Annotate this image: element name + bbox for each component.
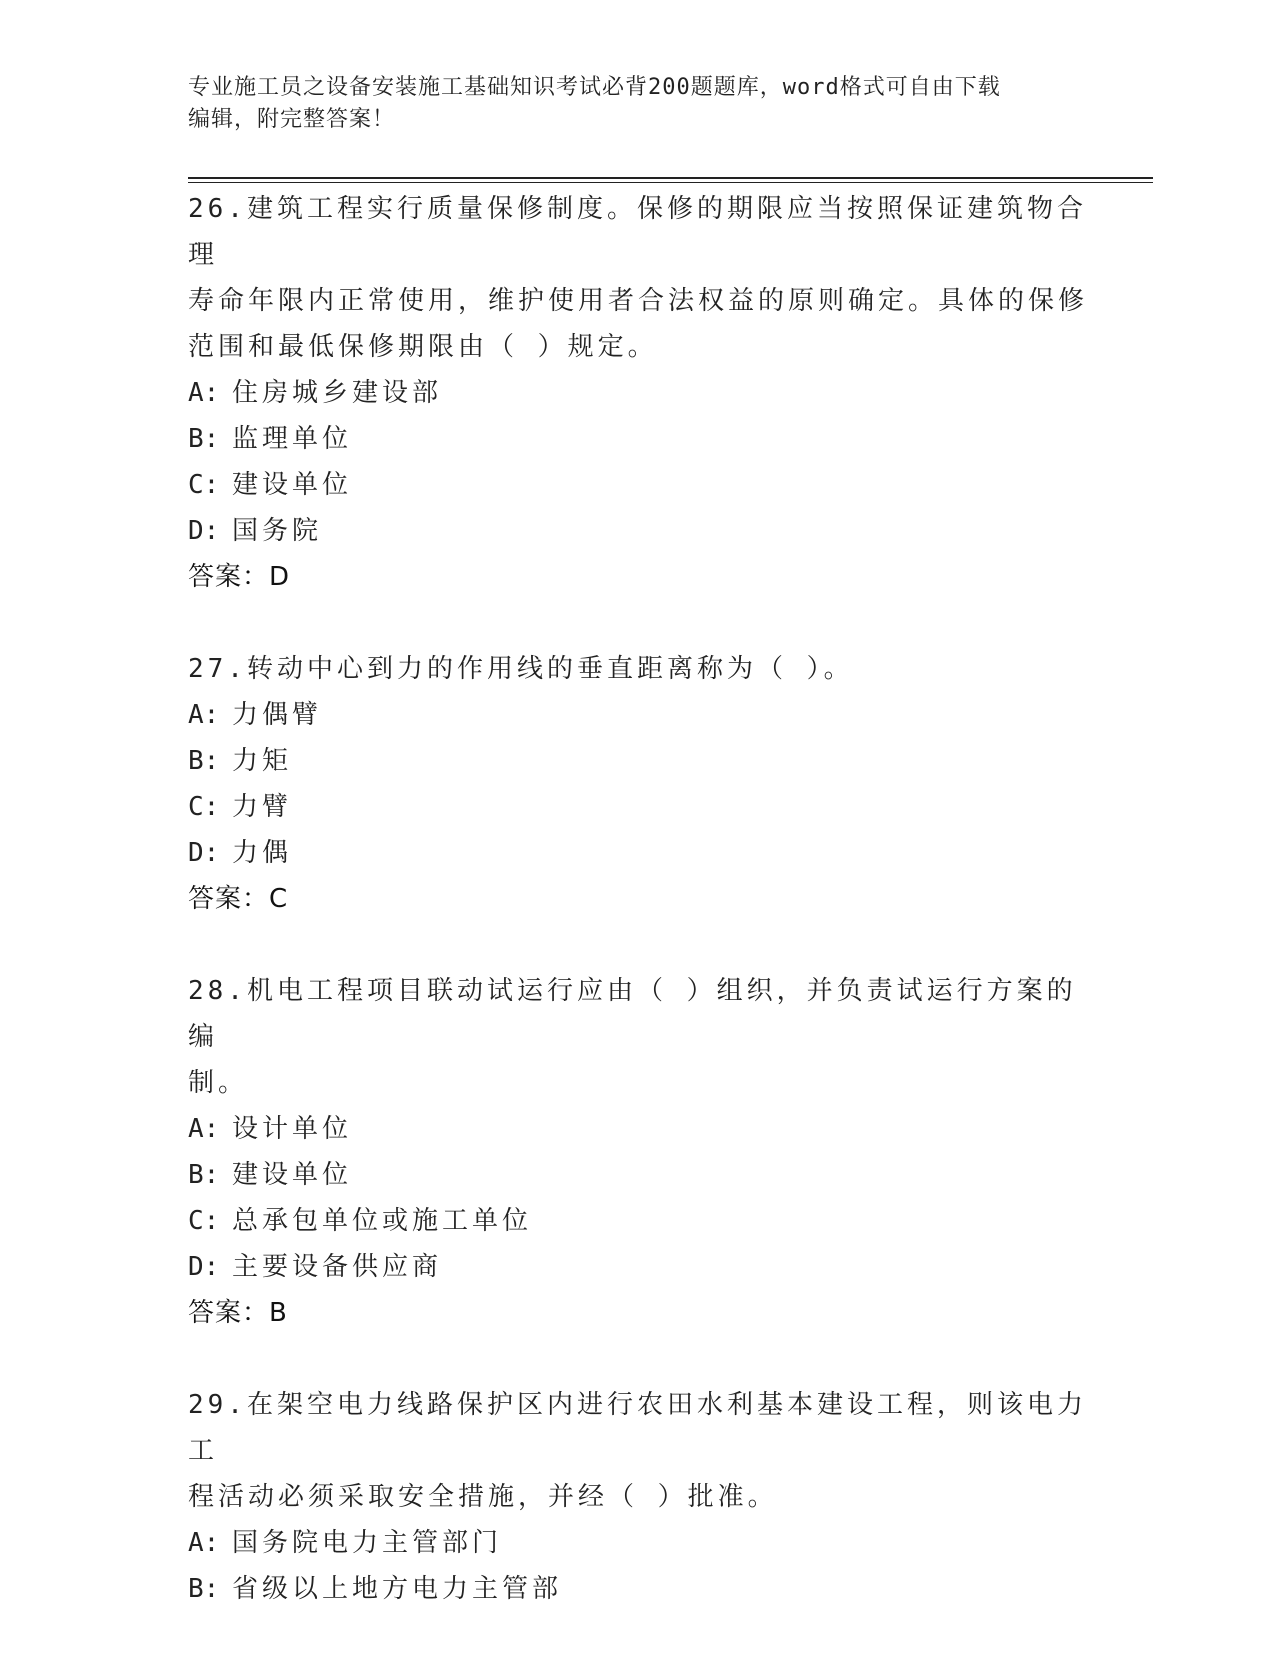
option-text: 力臂: [232, 792, 293, 822]
option-text: 国务院: [232, 516, 323, 546]
option-text: 总承包单位或施工单位: [232, 1206, 533, 1236]
option-text: 监理单位: [232, 424, 353, 454]
option-text: 力偶: [232, 838, 293, 868]
question-29: [188, 1382, 1088, 1612]
stem-line: 28.机电工程项目联动试运行应由（ ）组织，并负责试运行方案的编: [188, 976, 1077, 1052]
header-divider-thin: [188, 182, 1153, 183]
stem-line: 程活动必须采取安全措施，并经（ ）批准。: [188, 1482, 778, 1512]
question-stem: [188, 646, 1088, 692]
option-key: D:: [188, 516, 220, 546]
option-d: [188, 830, 1088, 876]
option-text: 力矩: [232, 746, 293, 776]
stem-line: 范围和最低保修期限由（ ）规定。: [188, 332, 658, 362]
option-key: B:: [188, 1160, 220, 1190]
stem-line: 29.在架空电力线路保护区内进行农田水利基本建设工程，则该电力工: [188, 1390, 1087, 1466]
option-text: 设计单位: [232, 1114, 353, 1144]
question-stem: [188, 1382, 1088, 1520]
option-key: A:: [188, 1528, 220, 1558]
option-d: [188, 1244, 1088, 1290]
option-b: [188, 1152, 1088, 1198]
option-b: [188, 1566, 1088, 1612]
option-text: 力偶臂: [232, 700, 323, 730]
option-text: 住房城乡建设部: [232, 378, 443, 408]
stem-line: 27.转动中心到力的作用线的垂直距离称为（ ）。: [188, 654, 854, 684]
answer-label: 答案：D: [188, 562, 291, 592]
header-line-1: 专业施工员之设备安装施工基础知识考试必背200题题库，word格式可自由下载: [188, 75, 1001, 100]
option-key: C:: [188, 792, 220, 822]
option-key: D:: [188, 1252, 220, 1282]
option-text: 主要设备供应商: [232, 1252, 443, 1282]
option-a: [188, 1106, 1088, 1152]
stem-line: 26.建筑工程实行质量保修制度。保修的期限应当按照保证建筑物合理: [188, 194, 1087, 270]
option-d: [188, 508, 1088, 554]
header-line-2: 编辑，附完整答案！: [188, 107, 396, 132]
stem-line: 制。: [188, 1068, 249, 1098]
option-text: 国务院电力主管部门: [232, 1528, 503, 1558]
question-stem: [188, 186, 1088, 370]
document-header: [188, 72, 1068, 136]
option-key: D:: [188, 838, 220, 868]
option-a: [188, 370, 1088, 416]
option-key: B:: [188, 1574, 220, 1604]
option-key: C:: [188, 470, 220, 500]
option-key: C:: [188, 1206, 220, 1236]
answer-label: 答案：B: [188, 1298, 288, 1328]
option-key: B:: [188, 746, 220, 776]
option-c: [188, 784, 1088, 830]
stem-line: 寿命年限内正常使用，维护使用者合法权益的原则确定。具体的保修: [188, 286, 1089, 316]
answer-label: 答案：C: [188, 884, 289, 914]
option-c: [188, 462, 1088, 508]
option-b: [188, 738, 1088, 784]
question-stem: [188, 968, 1088, 1106]
option-a: [188, 692, 1088, 738]
question-27: [188, 646, 1088, 922]
option-key: A:: [188, 700, 220, 730]
option-key: B:: [188, 424, 220, 454]
option-c: [188, 1198, 1088, 1244]
header-divider-thick: [188, 177, 1153, 179]
question-list: [188, 186, 1088, 1658]
option-b: [188, 416, 1088, 462]
option-text: 建设单位: [232, 470, 353, 500]
question-26: [188, 186, 1088, 600]
option-key: A:: [188, 1114, 220, 1144]
option-text: 省级以上地方电力主管部: [232, 1574, 563, 1604]
option-text: 建设单位: [232, 1160, 353, 1190]
option-a: [188, 1520, 1088, 1566]
question-28: [188, 968, 1088, 1336]
option-key: A:: [188, 378, 220, 408]
